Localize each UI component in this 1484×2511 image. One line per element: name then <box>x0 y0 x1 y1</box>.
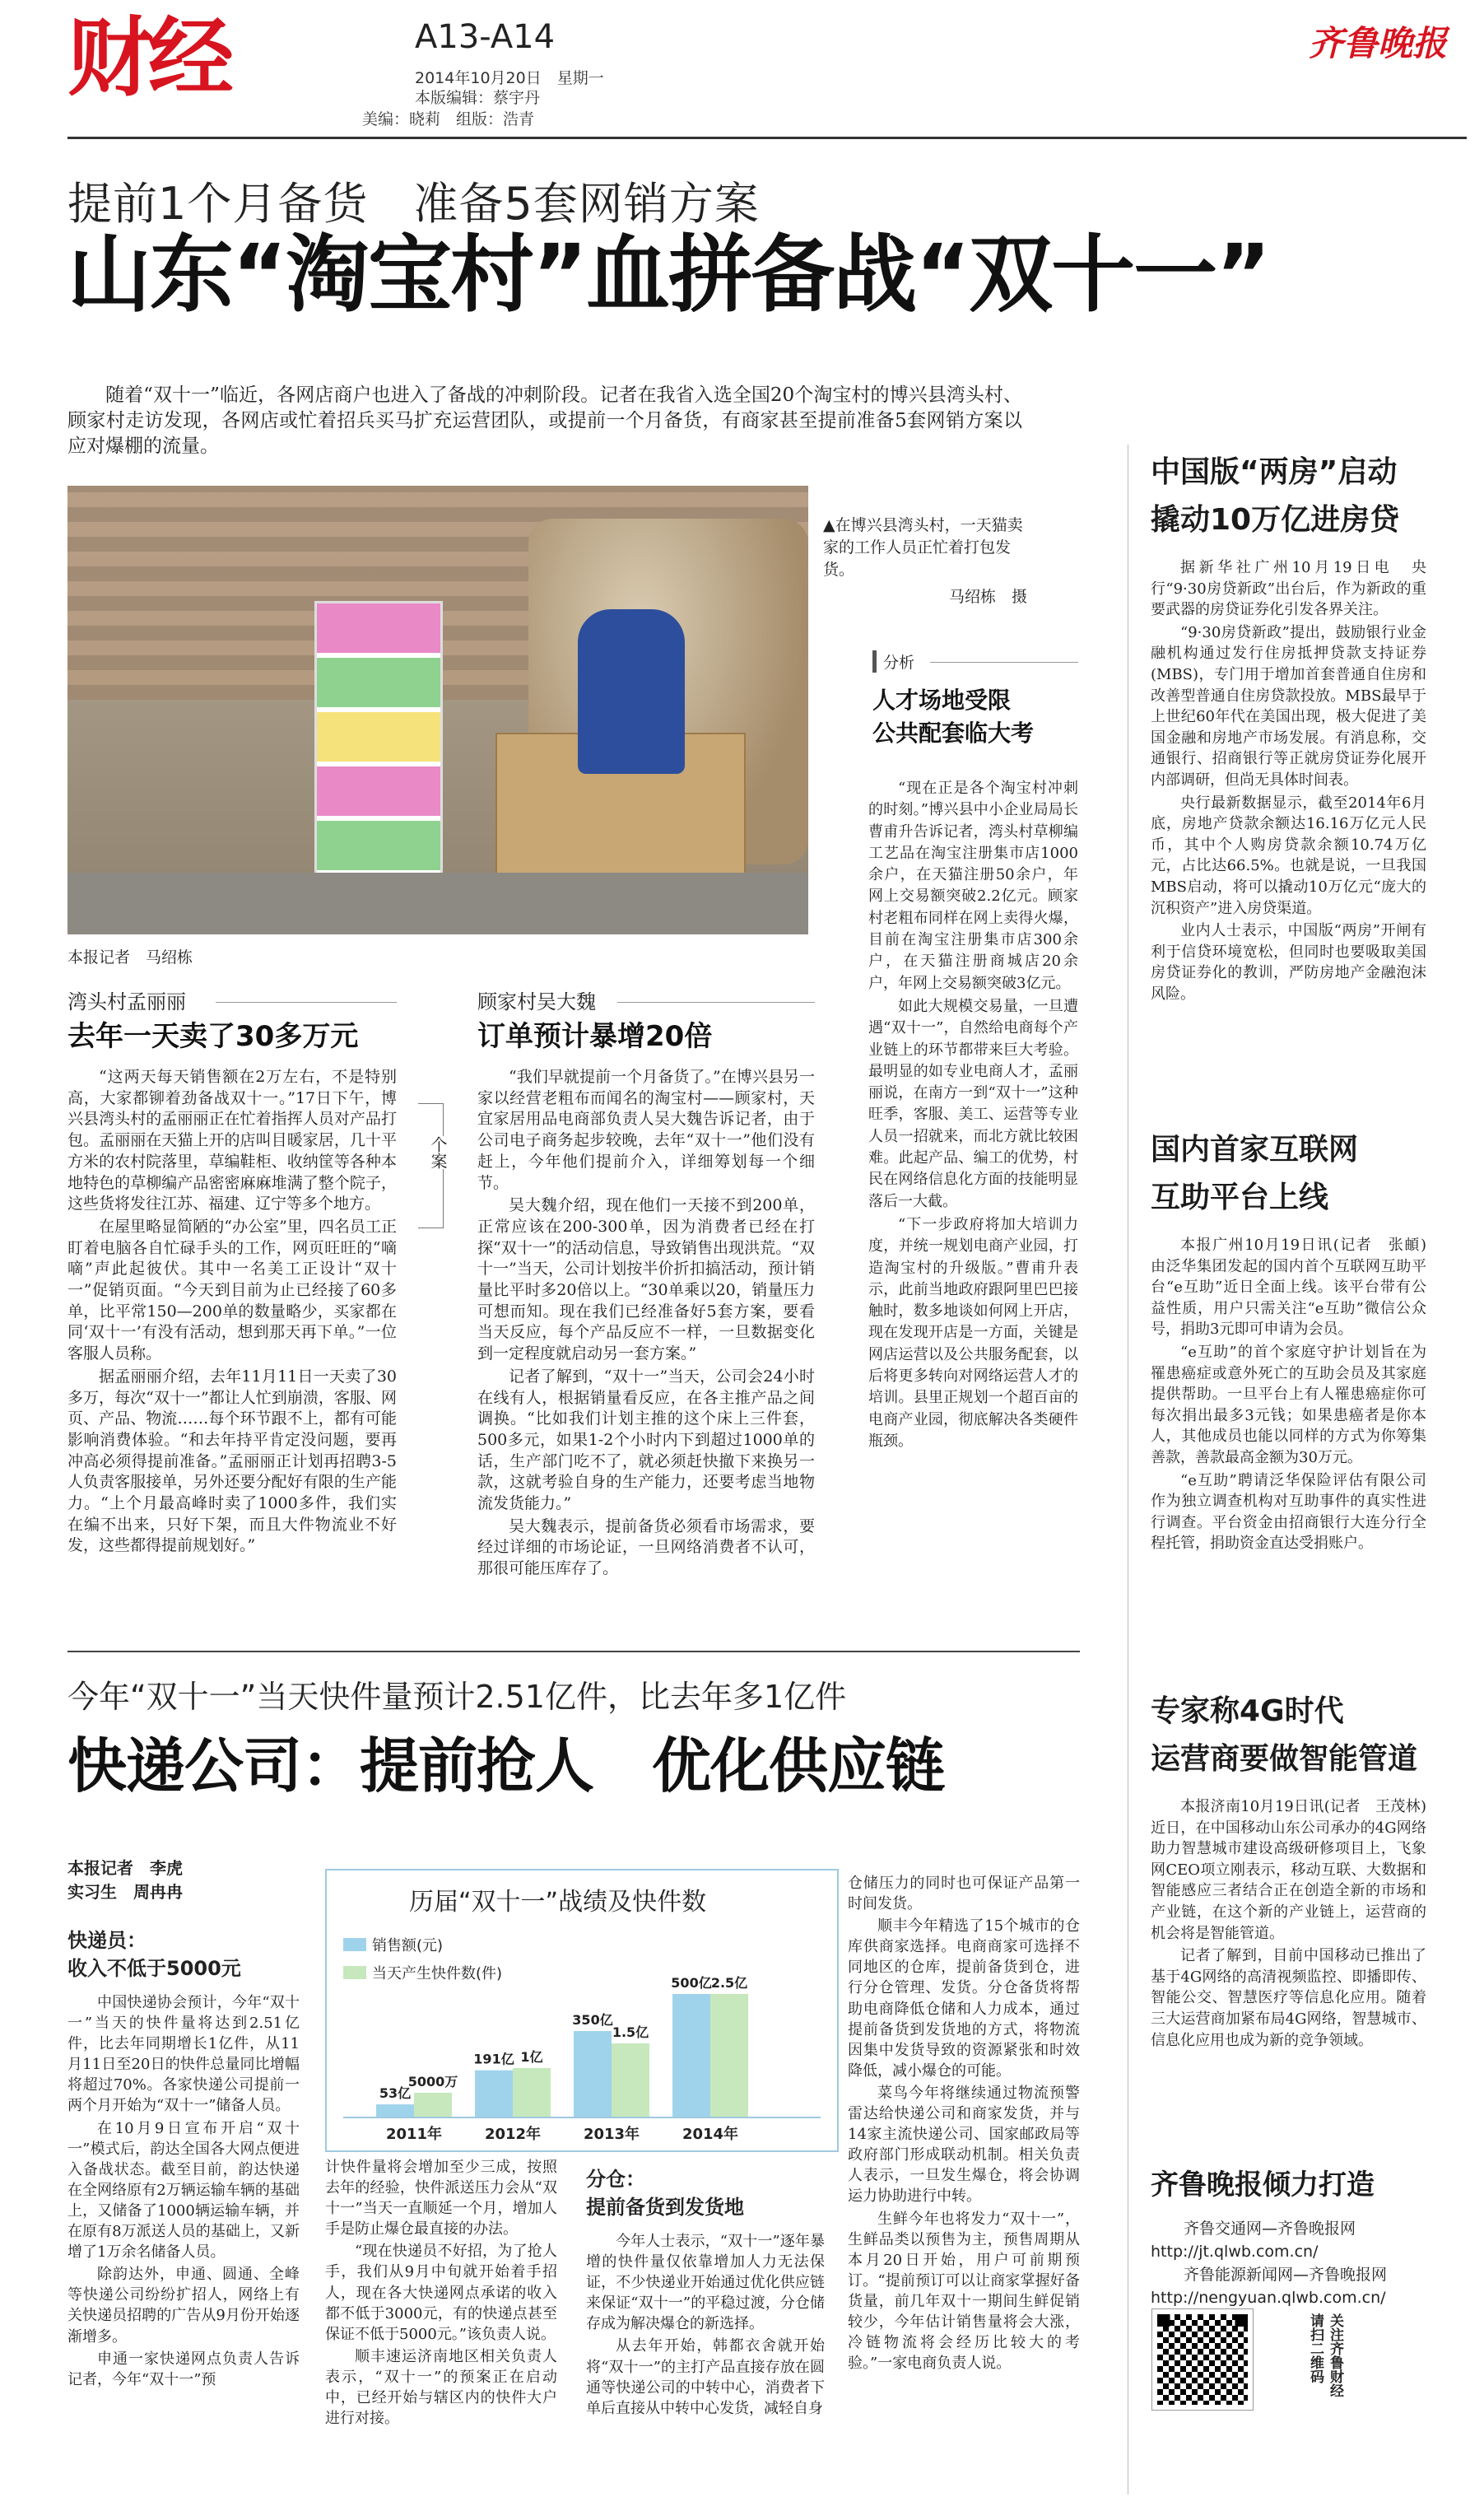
issue-date: 2014年10月20日 星期一 <box>415 69 604 87</box>
bar-sales <box>376 2104 414 2117</box>
sidebar-4g-paragraph: 记者了解到，目前中国移动已推出了基于4G网络的高清视频监控、即播即传、智能公交、智慧医疗等信息化应用。随着三大运营商加紧布局4G网络，智慧城市、信息化应用也成为新的竞争领域。 <box>1151 1947 1426 2049</box>
case2-paragraph: 记者了解到，“双十一”当天，公司会24小时在线有人，根据销量看反应，在各主推产品之间调换。“比如我们计划主推的这个床上三件套，500多元，如果1-2个小时内下到超过1000单的话，生产部门吃不了，就必须赶快撤下来换另一款，这就考验自身的生产能力，还要考虑当地物流发货能力。” <box>477 1367 815 1513</box>
case-tag-box <box>418 1103 451 1227</box>
bar-label-sales: 191亿 <box>473 2051 514 2067</box>
analysis-title-2: 公共配套临大考 <box>872 720 1035 747</box>
express-paragraph: 顺丰速运济南地区相关负责人表示，“双十一”的预案正在启动中，已经开始与辖区内的快件大户进行对接。 <box>325 2347 557 2428</box>
analysis-tag: 分析 <box>872 650 914 673</box>
bar-label-parcels: 2.5亿 <box>710 1975 748 1991</box>
case2-kicker-rule <box>617 1002 815 1003</box>
qr-note-2: 请扫二维码 <box>1307 2313 1324 2383</box>
newspaper-logo: 齐鲁晚报 <box>1309 23 1448 63</box>
analysis-box <box>872 650 1078 750</box>
case2-paragraph: “我们早就提前一个月备货了。”在博兴县另一家以经营老粗布而闻名的淘宝村——顾家村，天宜家居用品电商部负责人吴大魏告诉记者，由于公司电子商务起步较晚，去年“双十一”他们没有赶上，今年他们提前介入，详细筹划每一个细节。 <box>477 1068 815 1192</box>
express-sub2-line1: 分仓： <box>586 2168 645 2191</box>
section-name: 财经 <box>67 7 230 108</box>
express-paragraph: 仓储压力的同时也可保证产品第一时间发货。 <box>848 1875 1080 1913</box>
tick-label: 2014年 <box>682 2126 739 2143</box>
masthead <box>0 0 1484 140</box>
promo-title: 齐鲁晚报倾力打造 <box>1151 2169 1375 2201</box>
sidebar-housing-paragraph: 业内人士表示，中国版“两房”开闸有利于信贷环境宽松，但同时也要吸取美国房贷证券化的教训，严防房地产金融泡沫风险。 <box>1151 922 1426 1003</box>
page-range: A13-A14 <box>415 18 556 56</box>
express-paragraph: “现在快递员不好招，为了抢人手，我们从9月中旬就开始着手招人，现在各大快递网点承诺的收入都不低于3000元，有的快递点甚至保证不低于5000元。”该负责人说。 <box>325 2243 557 2343</box>
photo-shelf <box>314 601 443 919</box>
case2-paragraph: 吴大魏表示，提前备货必须看市场需求，要经过详细的市场论证，一旦网络消费者不认可，那很可能压库存了。 <box>477 1516 815 1578</box>
photo-floor <box>67 873 808 934</box>
bar-label-parcels: 5000万 <box>407 2074 458 2089</box>
case1 <box>67 988 397 1558</box>
express-paragraph: 今年人士表示，“双十一”逐年暴增的快件量仅依靠增加人力无法保证，不少快递业开始通过优化供应链来保证“双十一”的平稳过渡，分仓储存成为解决爆仓的新选择。 <box>586 2233 825 2333</box>
lead-photo <box>67 486 808 934</box>
legend-label-sales: 销售额(元) <box>372 1937 444 1954</box>
express-byline-1: 本报记者 李虎 <box>67 1858 183 1878</box>
express-sub2-line2: 提前备货到发货地 <box>586 2196 744 2219</box>
promo-line-1: 齐鲁交通网—齐鲁晚报网 <box>1184 2220 1356 2238</box>
promo-url-2[interactable]: http://nengyuan.qlwb.com.cn/ <box>1151 2289 1386 2307</box>
chart-title: 历届“双十一”战绩及快件数 <box>409 1888 707 1917</box>
lead-intro: 随着“双十一”临近，各网店商户也进入了备战的冲刺阶段。记者在我省入选全国20个淘宝村的博兴县湾头村、顾家村走访发现，各网店或忙着招兵买马扩充运营团队，或提前一个月备货，有商家甚至提前准备5套网销方案以应对爆棚的流量。 <box>67 384 1022 457</box>
analysis-paragraph: “现在正是各个淘宝村冲刺的时刻。”博兴县中小企业局局长曹甫升告诉记者，湾头村草柳编工艺品在淘宝注册集市店1000余户，在天猫注册50余户，年网上交易额突破2.2亿元。顾家村老粗布同样在网上卖得火爆，目前在淘宝注册集市店300余户，在天猫注册商城店20余户，年网上交易额突破3亿元。 <box>868 780 1078 992</box>
bar-label-sales: 500亿 <box>671 1975 712 1991</box>
sidebar-housing-title-1: 中国版“两房”启动 <box>1151 455 1398 489</box>
sidebar-mutual-paragraph: 本报广州10月19日讯(记者 张頔) 由泛华集团发起的国内首个互联网互助平台“e互助”近日全面上线。该平台带有公益性质，用户只需关注“e互助”微信公众号，捐助3元即可申请为会员。 <box>1151 1237 1441 1339</box>
sidebar-housing-paragraph: 央行最新数据显示，截至2014年6月底，房地产贷款余额达16.16万亿元人民币，其中个人购房贷款余额10.74万亿元，占比达66.5%。也就是说，一旦我国MBS启动，将可以撬动10万亿元“庞大的沉积资产”进入房贷渠道。 <box>1151 794 1426 917</box>
express-col4 <box>848 1873 1080 2375</box>
qr-note-1: 关注齐鲁财经 <box>1327 2313 1343 2397</box>
case1-paragraph: “这两天每天销售额在2万左右，不是特别高，大家都铆着劲备战双十一。”17日下午，博兴县湾头村的孟丽丽正在忙着指挥人员对产品打包。孟丽丽在天猫上开的店叫目暖家居，几十平方米的农村院落里，草编鞋柜、收纳筐等各种本地特色的草柳编产品密密麻麻堆满了整个院子，这些货将发往江苏、福建、辽宁等多个地方。 <box>67 1068 397 1214</box>
case2-paragraph: 吴大魏介绍，现在他们一天接不到200单，正常应该在200-300单，因为消费者已经在打探“双十一”的活动信息，导致销售出现洪荒。“双十一”当天，公司计划按半价折扣搞活动，预计销量比平时多20倍以上。“30单乘以20，销量压力可想而知。现在我们已经准备好5套方案，要看当天反应，每个产品反应不一样，一旦数据变化到一定程度就启动另一套方案。” <box>477 1196 815 1363</box>
bar-sales <box>672 1994 710 2117</box>
express-kicker: 今年“双十一”当天快件量预计2.51亿件，比去年多1亿件 <box>67 1679 847 1715</box>
qr-code[interactable] <box>1152 2309 1253 2410</box>
sidebar-mutual-title-1: 国内首家互联网 <box>1151 1133 1359 1167</box>
case1-paragraph: 在屋里略显简陋的“办公室”里，四名员工正盯着电脑各自忙碌手头的工作，网页旺旺的“嘀嘀”声此起彼伏。其中一名美工正设计“双十一”促销页面。“今天到目前为止已经接了60多单，比平常150—200单的数量略少，买家都在同‘双十一’有没有活动，想到那天再下单。”一位客服人员称。 <box>67 1217 397 1363</box>
express-sub1-line2: 收入不低于5000元 <box>67 1957 241 1980</box>
express-paragraph: 从去年开始，韩都衣舍就开始将“双十一”的主打产品直接存放在圆通等快递公司的中转中心，消费者下单后直接从中转中心发货，减轻自身 <box>586 2337 825 2417</box>
page-editor: 本版编辑：蔡宇丹 <box>415 89 541 107</box>
photo-caption <box>823 515 1027 608</box>
express-byline-2: 实习生 周冉冉 <box>67 1882 183 1902</box>
promo-line-3: 齐鲁能源新闻网—齐鲁晚报网 <box>1184 2266 1388 2284</box>
photo-worker <box>578 609 685 774</box>
tick-label: 2011年 <box>385 2126 443 2143</box>
bar-parcels <box>710 1994 748 2117</box>
bar-sales <box>475 2071 513 2117</box>
case1-kicker-rule <box>216 1002 397 1003</box>
express-paragraph: 除韵达外，申通、圆通、全峰等快递公司纷纷扩招人，网络上有关快递员招聘的广告从9月份开始逐渐增多。 <box>67 2266 300 2346</box>
legend-swatch-parcels <box>343 1966 366 1979</box>
page-staff: 美编：晓莉 组版：浩青 <box>362 110 535 128</box>
sidebar-promo <box>1151 2161 1431 2309</box>
lead-kicker: 提前1个月备货 准备5套网销方案 <box>67 178 760 230</box>
tick-label: 2013年 <box>583 2126 640 2143</box>
case2 <box>477 988 815 1582</box>
legend-label-parcels: 当天产生快件数(件) <box>372 1965 503 1982</box>
express-col1 <box>67 1926 300 2392</box>
express-paragraph: 申通一家快递网点负责人告诉记者，今年“双十一”预 <box>67 2350 300 2388</box>
bar-parcels <box>612 2043 649 2117</box>
sidebar-housing-title-2: 撬动10万亿进房贷 <box>1151 503 1400 537</box>
lead-headline: 山东“淘宝村”血拼备战“双十一” <box>67 226 1270 324</box>
bar-label-parcels: 1.5亿 <box>612 2024 649 2040</box>
bar-label-sales: 53亿 <box>379 2085 412 2102</box>
express-sub1-line1: 快递员： <box>67 1929 147 1952</box>
express-col2 <box>325 2157 557 2430</box>
express-chart <box>325 1869 839 2152</box>
express-headline: 快递公司：提前抢人 优化供应链 <box>67 1731 945 1801</box>
case2-kicker: 顾家村吴大魏 <box>477 990 596 1013</box>
sidebar-4g-title-1: 专家称4G时代 <box>1151 1694 1344 1728</box>
legend-swatch-sales <box>343 1938 366 1951</box>
bar-sales <box>574 2031 612 2117</box>
bar-label-sales: 350亿 <box>572 2012 613 2028</box>
sidebar-item-mutual-aid <box>1151 1126 1441 1556</box>
express-paragraph: 菜鸟今年将继续通过物流预警雷达给快递公司和商家发货，并与14家主流快递公司、国家邮政局等政府部门形成联动机制。相关负责人表示，一旦发生爆仓，将会协调运力协助进行中转。 <box>848 2084 1080 2206</box>
bar-parcels <box>513 2068 551 2117</box>
tick-label: 2012年 <box>484 2126 542 2143</box>
express-paragraph: 计快件量将会增加至少三成，按照去年的经验，快件派送压力会从“双十一”当天一直顺延一个月，增加人手是防止爆仓最直接的办法。 <box>325 2159 557 2238</box>
sidebar-item-4g <box>1151 1688 1441 2052</box>
chart-svg <box>327 1870 837 2150</box>
case1-title: 去年一天卖了30多万元 <box>67 1020 359 1053</box>
analysis-title-1: 人才场地受限 <box>872 687 1012 714</box>
section-divider <box>67 1651 1080 1652</box>
express-col3 <box>586 2165 825 2420</box>
analysis-body <box>868 778 1078 1454</box>
masthead-rule <box>67 137 1467 139</box>
sidebar-housing-paragraph: “9·30房贷新政”提出，鼓励银行业金融机构通过发行住房抵押贷款支持证券(MBS)，专门用于增加首套普通自住房和改善型普通自住房贷款投放。MBS最早于上世纪60年代在美国出现，极大促进了美国金融和房地产市场发展。有消息称，交通银行、招商银行等正就房贷证券化展开内部调研，但尚无具体时间表。 <box>1151 623 1426 789</box>
chart-marks <box>343 1975 821 2143</box>
analysis-tag-rule <box>930 662 1078 663</box>
photo-byline: 本报记者 马绍栋 <box>67 948 193 967</box>
sidebar-4g-title-2: 运营商要做智能管道 <box>1151 1742 1418 1776</box>
sidebar-mutual-paragraph: “e互助”的首个家庭守护计划旨在为罹患癌症或意外死亡的互助会员及其家庭提供帮助。一旦平台上有人罹患癌症你可每次捐出最多3元钱；如果患癌者是你本人，其他成员也能以同样的方式为你筹集善款，善款最高金额为30万元。 <box>1151 1343 1426 1466</box>
case1-paragraph: 据孟丽丽介绍，去年11月11日一天卖了30多万，每次“双十一”都让人忙到崩溃，客服、网页、产品、物流……每个环节跟不上，都有可能影响消费体验。“和去年持平肯定没问题，要再冲高必须得提前准备。”孟丽丽正计划再招聘3-5人负责客服接单，另外还要分配好有限的生产能力。“上个月最高峰时卖了1000多件，我们实在编不出来，只好下架，而且大件物流业不好发，这些都得提前规划好。” <box>67 1367 397 1555</box>
promo-url-1[interactable]: http://jt.qlwb.com.cn/ <box>1151 2243 1319 2261</box>
bar-label-parcels: 1亿 <box>520 2049 543 2065</box>
analysis-paragraph: 如此大规模交易量，一旦遭遇“双十一”，自然给电商每个产业链上的环节都带来巨大考验。最明显的如专业电商人才，孟丽丽说，在南方一到“双十一”这种旺季，客服、美工、运营等专业人员一招就来，而北方就比较困难。此起产品、编工的优势，村民在网络信息化方面的技能明显落后一大截。 <box>868 997 1078 1210</box>
case2-title: 订单预计暴增20倍 <box>477 1020 713 1053</box>
photo-caption-text: ▲在博兴县湾头村，一天猫卖家的工作人员正忙着打包发货。 <box>823 516 1023 579</box>
case1-kicker: 湾头村孟丽丽 <box>67 990 186 1013</box>
express-paragraph: 在10月9日宣布开启“双十一”模式后，韵达全国各大网点便进入备战状态。截至目前，韵达快递在全网络原有2万辆运输车辆的基础上，又储备了1000辆运输车辆，并在原有8万派送人员的基础上，又新增了1万余名储备人员。 <box>67 2119 300 2262</box>
bar-parcels <box>414 2093 452 2117</box>
case-tag: 个案 <box>426 1136 450 1169</box>
express-byline <box>67 1856 183 1904</box>
express-paragraph: 顺丰今年精选了15个城市的仓库供商家选择。电商商家可选择不同地区的仓库，提前备货到仓，进行分仓管理、发货。分仓备货将帮助电商降低仓储和人力成本，通过提前备货到发货地的方式，将物流因集中发货导致的资源紧张和时效降低，减小爆仓的可能。 <box>848 1917 1080 2080</box>
photo-credit: 马绍栋 摄 <box>948 588 1027 606</box>
analysis-paragraph: “下一步政府将加大培训力度，并统一规划电商产业园，打造淘宝村的升级版。”曹甫升表示，此前当地政府跟阿里巴巴接触时，数多地谈如何网上开店，现在发现开店是一方面，关键是网店运营以及公共服务配套，以后将更多转向对网络运营人才的培训。县里正规划一个超百亩的电商产业园，彻底解决各类硬件瓶颈。 <box>868 1215 1078 1450</box>
sidebar-mutual-title-2: 互助平台上线 <box>1151 1181 1329 1214</box>
sidebar-4g-paragraph: 本报济南10月19日讯(记者 王茂林) 近日，在中国移动山东公司承办的4G网络助力智慧城市建设高级研修项目上，飞象网CEO项立刚表示，移动互联、大数据和智能感应三者结合正在创造全新的市场和产业链，在这个新的产业链上，运营商的机会将是智能管道。 <box>1151 1798 1441 1942</box>
sidebar-mutual-paragraph: “e互助”聘请泛华保险评估有限公司作为独立调查机构对互助事件的真实性进行调查。平台资金由招商银行大连分行全程托管，捐助资金直达受捐账户。 <box>1151 1471 1426 1553</box>
sidebar-item-housing <box>1151 449 1426 1006</box>
express-paragraph: 中国快递协会预计，今年“双十一”当天的快件量将达到2.51亿件，比去年同期增长1亿件，从11月11日至20日的快件总量同比增幅将超过70%。各家快递公司提前一两个月开始为“双十一”储备人员。 <box>67 1994 300 2115</box>
sidebar-housing-paragraph: 据新华社广州10月19日电 央行“9·30房贷新政”出台后，作为新政的重要武器的房贷证券化引发各界关注。 <box>1151 559 1426 619</box>
express-paragraph: 生鲜今年也将发力“双十一”，生鲜品类以预售为主，预售周期从本月20日开始，用户可前期预订。“提前预订可以让商家掌握好备货量，前几年双十一期间生鲜促销较少，今年估计销售量将会大涨，冷链物流将会经历比较大的考验。”一家电商负责人说。 <box>848 2210 1080 2373</box>
